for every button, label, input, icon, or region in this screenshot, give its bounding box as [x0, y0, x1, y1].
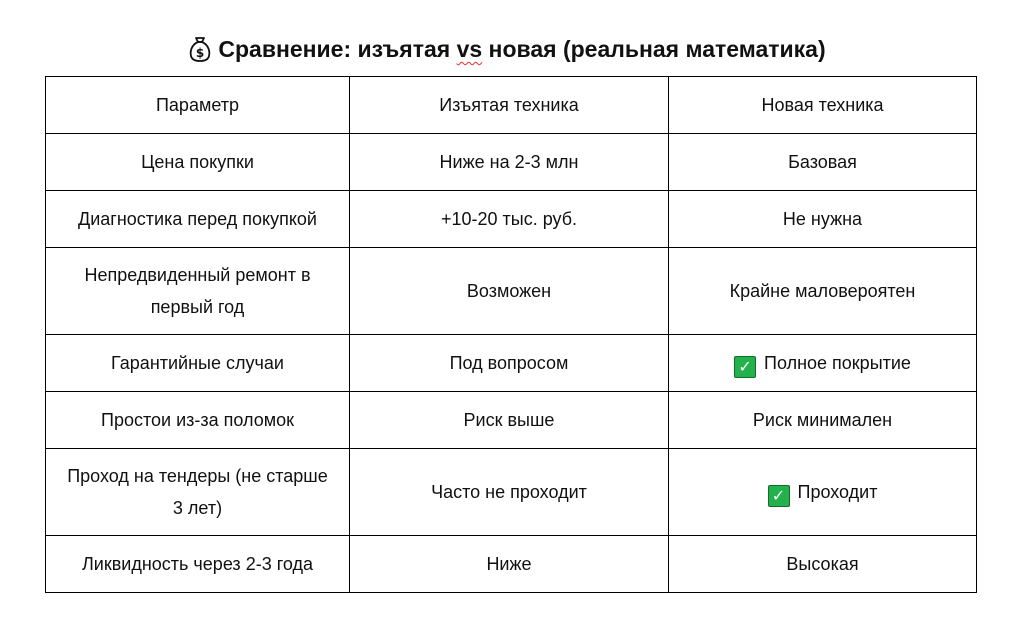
svg-text:$: $	[196, 46, 205, 60]
table-row	[46, 392, 977, 449]
new-value-cell: Базовая	[669, 134, 977, 191]
new-value-cell	[669, 449, 977, 536]
used-value-cell: Ниже на 2-3 млн	[350, 134, 669, 191]
used-value-cell: +10-20 тыс. руб.	[350, 191, 669, 248]
comparison-table	[45, 76, 977, 593]
param-cell: Диагностика перед покупкой	[46, 191, 350, 248]
new-value-text: Полное покрытие	[764, 353, 911, 373]
param-cell: Ликвидность через 2-3 года	[46, 536, 350, 593]
param-cell: Цена покупки	[46, 134, 350, 191]
page-title	[0, 33, 1014, 70]
header-cell-used: Изъятая техника	[350, 77, 669, 134]
used-value-cell: Часто не проходит	[350, 449, 669, 536]
table-row	[46, 536, 977, 593]
table-row	[46, 335, 977, 392]
param-cell: Проход на тендеры (не старше 3 лет)	[46, 449, 350, 536]
header-cell-new: Новая техника	[669, 77, 977, 134]
title-text-vs: vs	[456, 36, 483, 62]
check-mark-icon: ✓	[768, 485, 790, 507]
new-value-text: Проходит	[797, 482, 878, 502]
money-bag-icon	[188, 36, 212, 70]
used-value-cell: Возможен	[350, 248, 669, 335]
table-row	[46, 248, 977, 335]
new-value-cell	[669, 335, 977, 392]
used-value-cell: Риск выше	[350, 392, 669, 449]
table-header-row	[46, 77, 977, 134]
param-cell: Гарантийные случаи	[46, 335, 350, 392]
new-value-cell: Крайне маловероятен	[669, 248, 977, 335]
header-cell-parameter: Параметр	[46, 77, 350, 134]
new-value-cell: Не нужна	[669, 191, 977, 248]
title-text-start: Сравнение: изъятая	[218, 36, 457, 62]
used-value-cell: Ниже	[350, 536, 669, 593]
table-row	[46, 449, 977, 536]
new-value-cell: Риск минимален	[669, 392, 977, 449]
title-text-end: новая (реальная математика)	[482, 36, 826, 62]
param-cell: Простои из-за поломок	[46, 392, 350, 449]
table-row	[46, 191, 977, 248]
new-value-cell: Высокая	[669, 536, 977, 593]
param-cell: Непредвиденный ремонт в первый год	[46, 248, 350, 335]
used-value-cell: Под вопросом	[350, 335, 669, 392]
check-mark-icon: ✓	[734, 356, 756, 378]
table-row	[46, 134, 977, 191]
